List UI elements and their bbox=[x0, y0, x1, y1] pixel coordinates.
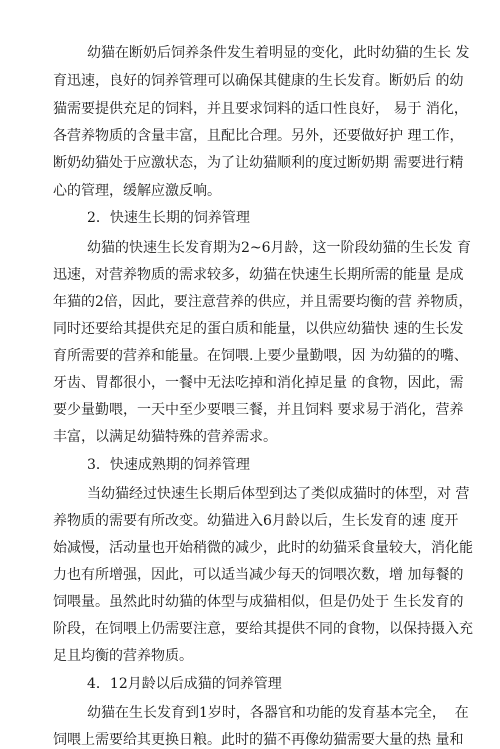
text-line: 各营养物质的含量丰富，且配比合理。另外，还要做好护 理工作， bbox=[53, 128, 464, 144]
text-line: 牙齿、胃都很小，一餐中无法吃掉和消化掉足量 的食物，因此，需 bbox=[53, 375, 464, 391]
text-line: 年猫的2倍，因此，要注意营养的供应，并且需要均衡的营 养物质， bbox=[53, 294, 473, 310]
text-line: 断奶幼猫处于应激状态，为了让幼猫顺利的度过断奶期 需要进行精 bbox=[53, 155, 464, 171]
text-line: 迅速，对营养物质的需求较多，幼猫在快速生长期所需的能量 是成 bbox=[53, 267, 464, 283]
text-line: 幼猫在生长发育到1岁时，各器官和功能的发育基本完全， 在 bbox=[87, 705, 469, 721]
text-line: 要少量勤喂，一天中至少要喂三餐，并且饲料 要求易于消化，营养 bbox=[53, 402, 464, 418]
section-heading-4: 4．12月龄以后成猫的饲养管理 bbox=[87, 676, 282, 692]
section-heading-2: 2．快速生长期的饲养管理 bbox=[87, 210, 250, 226]
text-line: 当幼猫经过快速生长期后体型到达了类似成猫时的体型，对 营 bbox=[87, 486, 470, 502]
text-line: 心的管理，缓解应激反响。 bbox=[53, 183, 221, 199]
text-line: 饲喂量。虽然此时幼猫的体型与成猫相似，但是仍处于 生长发育的 bbox=[53, 594, 464, 610]
text-line: 丰富，以满足幼猫特殊的营养需求。 bbox=[53, 429, 277, 445]
text-line: 同时还要给其提供充足的蛋白质和能量，以供应幼猫快 速的生长发 bbox=[53, 321, 464, 337]
text-line: 育迅速，良好的饲养管理可以确保其健康的生长发育。断奶后 的幼 bbox=[53, 73, 464, 89]
text-line: 猫需要提供充足的饲料，并且要求饲料的适口性良好， 易于 消化， bbox=[53, 101, 468, 117]
text-line: 幼猫的快速生长发育期为2~6月龄，这一阶段幼猫的生长发 育 bbox=[87, 240, 471, 256]
section-heading-3: 3．快速成熟期的饲养管理 bbox=[87, 457, 250, 473]
text-line: 阶段，在饲喂上仍需要注意，要给其提供不同的食物，以保持摄入充 bbox=[53, 621, 473, 637]
text-line: 足且均衡的营养物质。 bbox=[53, 648, 193, 664]
text-line: 养物质的需要有所改变。幼猫进入6月龄以后，生长发育的速 度开 bbox=[53, 513, 459, 529]
text-line: 饲喂上需要给其更换日粮。此时的猫不再像幼猫需要大量的热 量和 bbox=[53, 732, 464, 748]
text-line: 力也有所增强，因此，可以适当减少每天的饲喂次数，增 加每餐的 bbox=[53, 567, 464, 583]
text-line: 幼猫在断奶后饲养条件发生着明显的变化，此时幼猫的生长 发 bbox=[87, 45, 470, 61]
text-line: 始减慢，活动量也开始稍微的减少，此时的幼猫采食量较大，消化能 bbox=[53, 540, 473, 556]
text-line: 育所需要的营养和能量。在饲喂.上要少量勤喂，因 为幼猫的的嘴、 bbox=[53, 348, 468, 364]
